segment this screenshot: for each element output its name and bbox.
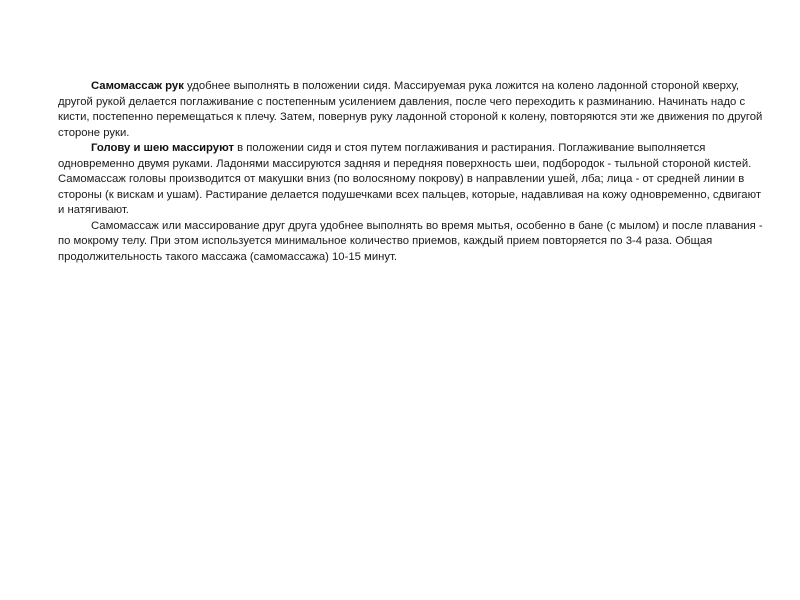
paragraph-mutual-massage [58, 219, 766, 266]
paragraph-text: в положении сидя и стоя путем поглаживания и растирания. Поглаживание выполняется одновременно двумя руками. Ладонями массируются задняя и передняя поверхность шеи, подбородок - тыльной стороной кистей. Самомассаж головы производится от макушки вниз (по волосяному покрову) в направлении ушей, лба; лица - от средней линии в стороны (к вискам и ушам). Растирание делается подушечками всех пальцев, которые, надавливая на кожу одновременно, сдвигают и натягивают. [58, 142, 761, 216]
paragraph-text: удобнее выполнять в положении сидя. Массируемая рука ложится на колено ладонной стороной кверху, другой рукой делается поглаживание с постепенным усилением давления, после чего переходить к разминанию. Начинать надо с кисти, постепенно перемещаться к плечу. Затем, повернув руку ладонной стороной к колену, повторяются эти же движения по другой стороне руки. [58, 80, 763, 139]
paragraph-head-neck-massage [58, 141, 766, 219]
paragraph-heading: Самомассаж рук [91, 80, 184, 92]
paragraph-heading: Голову и шею массируют [91, 142, 234, 154]
paragraph-hand-self-massage [58, 79, 766, 141]
document-text-body [58, 79, 766, 265]
paragraph-text: Самомассаж или массирование друг друга удобнее выполнять во время мытья, особенно в бане (с мылом) и после плавания - по мокрому телу. При этом используется минимальное количество приемов, каждый прием повторяется по 3-4 раза. Общая продолжительность такого массажа (самомассажа) 10-15 минут. [58, 219, 763, 263]
